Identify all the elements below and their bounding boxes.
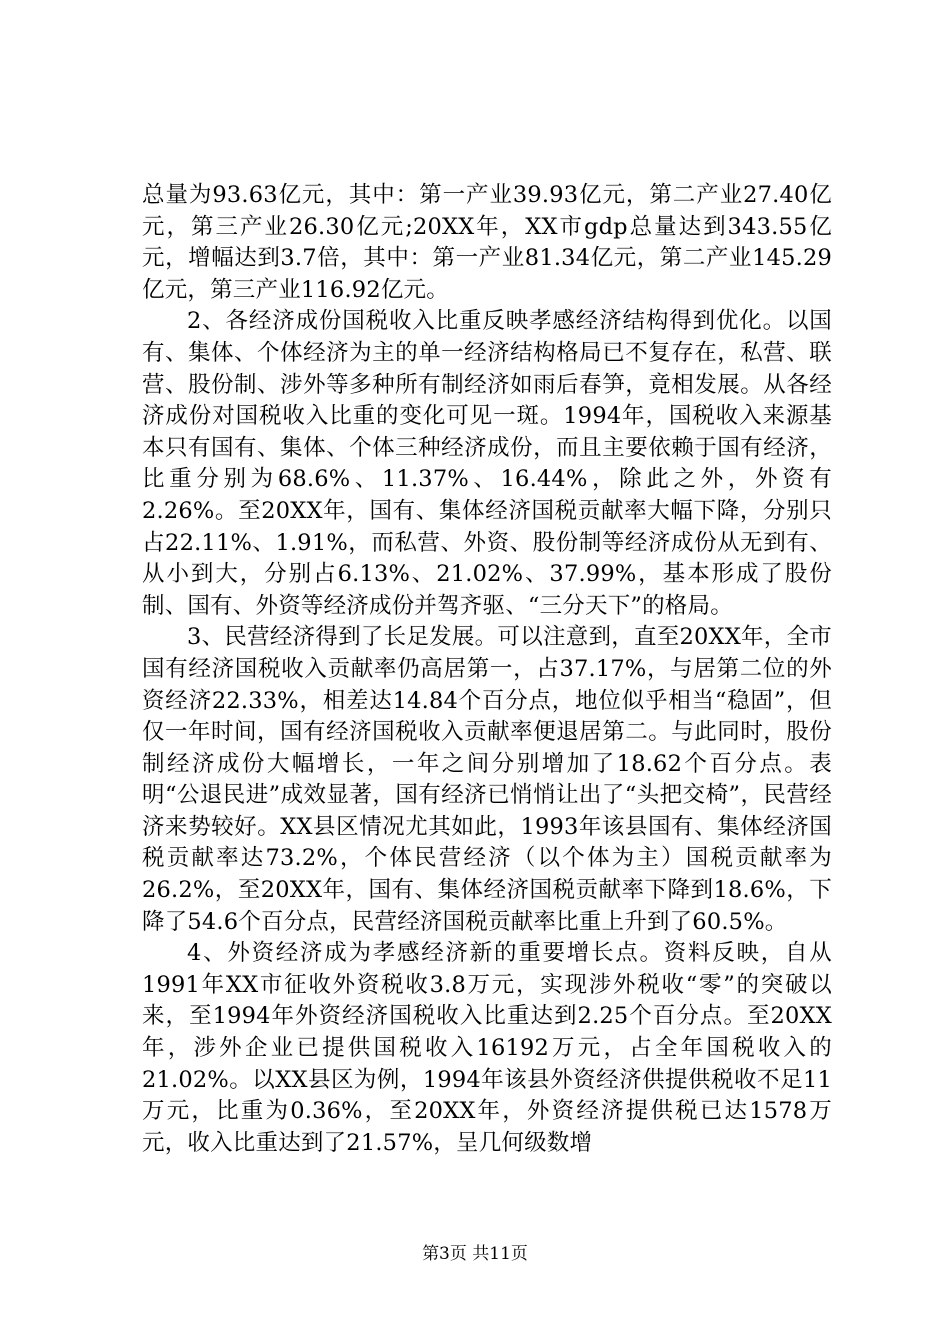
paragraph-1: 总量为93.63亿元，其中：第一产业39.93亿元，第二产业27.40亿元，第三产业26.30亿元;20XX年，XX市gdp总量达到343.55亿元，增幅达到3.7倍，其中：第一产业81.34亿元，第二产业145.29亿元，第三产业116.92亿元。	[142, 182, 832, 303]
paragraph-3: 3、民营经济得到了长足发展。可以注意到，直至20XX年，全市国有经济国税收入贡献率仍高居第一，占37.17%，与居第二位的外资经济22.33%，相差达14.84个百分点，地位似乎相当“稳固”，但仅一年时间，国有经济国税收入贡献率便退居第二。与此同时，股份制经济成份大幅增长，一年之间分别增加了18.62个百分点。表明“公退民进”成效显著，国有经济已悄悄让出了“头把交椅”，民营经济来势较好。XX县区情况尤其如此，1993年该县国有、集体经济国税贡献率达73.2%，个体民营经济（以个体为主）国税贡献率为26.2%，至20XX年，国有、集体经济国税贡献率下降到18.6%，下降了54.6个百分点，民营经济国税贡献率比重上升到了60.5%。	[142, 624, 832, 935]
paragraph-4: 4、外资经济成为孝感经济新的重要增长点。资料反映，自从1991年XX市征收外资税收3.8万元，实现涉外税收“零”的突破以来，至1994年外资经济国税收入比重达到2.25个百分点。至20XX年，涉外企业已提供国税收入16192万元，占全年国税收入的21.02%。以XX县区为例，1994年该县外资经济供提供税收不足11万元，比重为0.36%，至20XX年，外资经济提供税已达1578万元，收入比重达到了21.57%，呈几何级数增	[142, 940, 832, 1156]
page-footer	[0, 1244, 950, 1264]
paragraph-2: 2、各经济成份国税收入比重反映孝感经济结构得到优化。以国有、集体、个体经济为主的单一经济结构格局已不复存在，私营、联营、股份制、涉外等多种所有制经济如雨后春笋，竟相发展。从各经济成份对国税收入比重的变化可见一斑。1994年，国税收入来源基本只有国有、集体、个体三种经济成份，而且主要依赖于国有经济，比重分别为68.6%、11.37%、16.44%，除此之外，外资有2.26%。至20XX年，国有、集体经济国税贡献率大幅下降，分别只占22.11%、1.91%，而私营、外资、股份制等经济成份从无到有、从小到大，分别占6.13%、21.02%、37.99%，基本形成了股份制、国有、外资等经济成份并驾齐驱、“三分天下”的格局。	[142, 308, 832, 619]
document-body	[142, 180, 832, 1159]
page-number-label: 第3页 共11页	[422, 1244, 528, 1264]
